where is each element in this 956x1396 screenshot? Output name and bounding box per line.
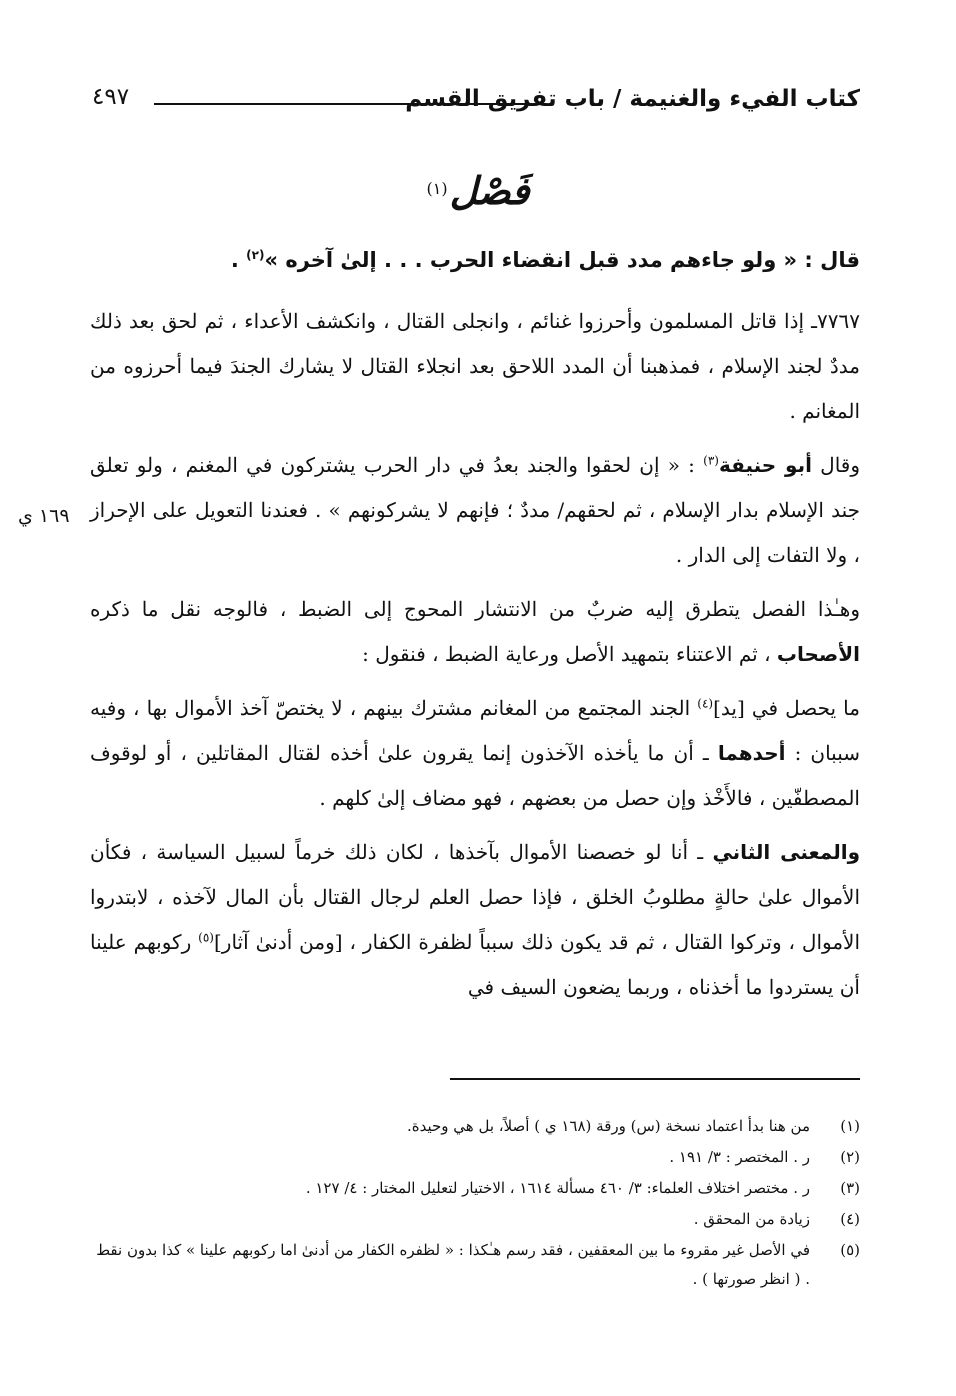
paragraph-section-intro	[90, 587, 860, 677]
paragraph-7767: ٧٧٦٧ـ إذا قاتل المسلمون وأحرزوا غنائم ، وانجلى القتال ، وانكشف الأعداء ، ثم لحق بعد ذلك مددٌ لجند الإسلام ، فمذهبنا أن المدد اللاحق بعد انجلاء القتال لا يشارك الجندَ فيما أحرزوه من المغانم .	[90, 309, 860, 423]
p5-tail: ركوبهم علينا أن يستردوا ما أخذناه ، وربما يضعون السيف في	[90, 930, 860, 999]
header-rule	[154, 103, 532, 105]
section-heading-text: فَصْل	[449, 168, 530, 213]
p4-lead: ما يحصل في [يد]	[713, 696, 860, 720]
footnote-item	[90, 1112, 860, 1141]
footnote-text: ر . مختصر اختلاف العلماء: ٣/ ٤٦٠ مسألة ١٦١٤ ، الاختيار لتعليل المختار : ٤/ ١٢٧ .	[305, 1179, 810, 1197]
footnote-item	[90, 1174, 860, 1203]
paragraph-second-reason	[90, 830, 860, 1010]
quote-line	[90, 238, 860, 283]
footnote-number: (٣)	[840, 1179, 860, 1197]
p3-lead: وهـٰذا الفصل يتطرق إليه ضربٌ من الانتشار المحوج إلى الضبط ، فالوجه نقل ما ذكره	[90, 597, 860, 621]
quote-text: قال : « ولو جاءهم مدد قبل انقضاء الحرب . . . إلىٰ آخره »	[264, 248, 860, 272]
running-title: كتاب الفيء والغنيمة / باب تفريق القسم	[405, 86, 860, 112]
footnote-ref-1[interactable]: (١)	[426, 179, 448, 198]
manuscript-folio-marker: ١٦٩ ي	[18, 505, 70, 527]
footnote-text: زيادة من المحقق .	[693, 1210, 810, 1228]
paragraph-abu-hanifa	[90, 443, 860, 578]
footnote-number: (١)	[840, 1117, 860, 1135]
term-ashab: الأصحاب	[776, 642, 860, 666]
footnote-number: (٢)	[840, 1148, 860, 1166]
footnote-ref-4[interactable]: (٤)	[697, 696, 714, 711]
paragraph-first-reason	[90, 686, 860, 821]
footnote-text: ر . المختصر : ٣/ ١٩١ .	[669, 1148, 810, 1166]
footnote-text: من هنا بدأ اعتماد نسخة (س) ورقة (١٦٨ ي ) أصلاً، بل هي وحيدة.	[406, 1117, 810, 1135]
page-header	[92, 86, 860, 126]
name-abu-hanifa: أبو حنيفة	[718, 453, 812, 477]
footnote-text: في الأصل غير مقروء ما بين المعقفين ، فقد رسم هـٰكذا : « لظفره الكفار من أدنىٰ اما ركوبهم علينا » كذا بدون نقط . ( انظر صورتها ) .	[96, 1241, 810, 1288]
footnote-separator	[450, 1078, 860, 1080]
p2-lead: وقال	[811, 453, 861, 477]
footnote-ref-2[interactable]: (٢)	[246, 248, 265, 262]
footnote-ref-3[interactable]: (٣)	[703, 453, 719, 468]
quote-end: .	[230, 248, 247, 272]
p5-body: ـ أنا لو خصصنا الأموال بآخذها ، لكان ذلك خرماً لسبيل السياسة ، فكأن الأموال علىٰ حالةٍ مطلوبُ الخلق ، فإذا حصل العلم لرجال القتال بأن المال لآخذه ، لابتدروا الأموال ، وتركوا القتال ، ثم قد يكون ذلك سبباً لظفرة الكفار ، [ومن أدنىٰ آثار]	[90, 840, 861, 954]
p2-body: : « إن لحقوا والجند بعدُ في دار الحرب يشتركون في المغنم ، ولو تعلق جند الإسلام بدار الإسلام ، ثم لحقهم/ مددٌ ؛ فإنهم لا يشركونهم » . فعندنا التعويل على الإحراز ، ولا التفات إلى الدار .	[90, 453, 860, 567]
term-second-meaning: والمعنى الثاني	[712, 840, 861, 864]
term-ahaduhuma: أحدهما	[717, 741, 786, 765]
p4-mid: الجند المجتمع من المغانم مشترك بينهم ، لا يختصّ آخذ الأموال بها ، وفيه سببان :	[90, 696, 861, 765]
page-number: ٤٩٧	[92, 84, 130, 110]
footnote-ref-5[interactable]: (٥)	[198, 930, 214, 945]
p3-body: ، ثم الاعتناء بتمهيد الأصل ورعاية الضبط ، فنقول :	[362, 642, 777, 666]
footnote-item	[90, 1205, 860, 1234]
footnote-number: (٥)	[840, 1241, 860, 1259]
p4-body: ـ أن ما يأخذه الآخذون إنما يقرون علىٰ أخذه لقتال المقاتلين ، أو لوقوف المصطفّين ، فالأَخْذ وإن حصل من بعضهم ، فهو مضاف إلىٰ كلهم .	[90, 741, 860, 810]
section-heading	[0, 166, 956, 216]
footnote-item	[90, 1236, 860, 1294]
footnote-number: (٤)	[840, 1210, 860, 1228]
footnote-item	[90, 1143, 860, 1172]
main-text	[90, 238, 860, 1019]
footnotes	[90, 1112, 860, 1296]
